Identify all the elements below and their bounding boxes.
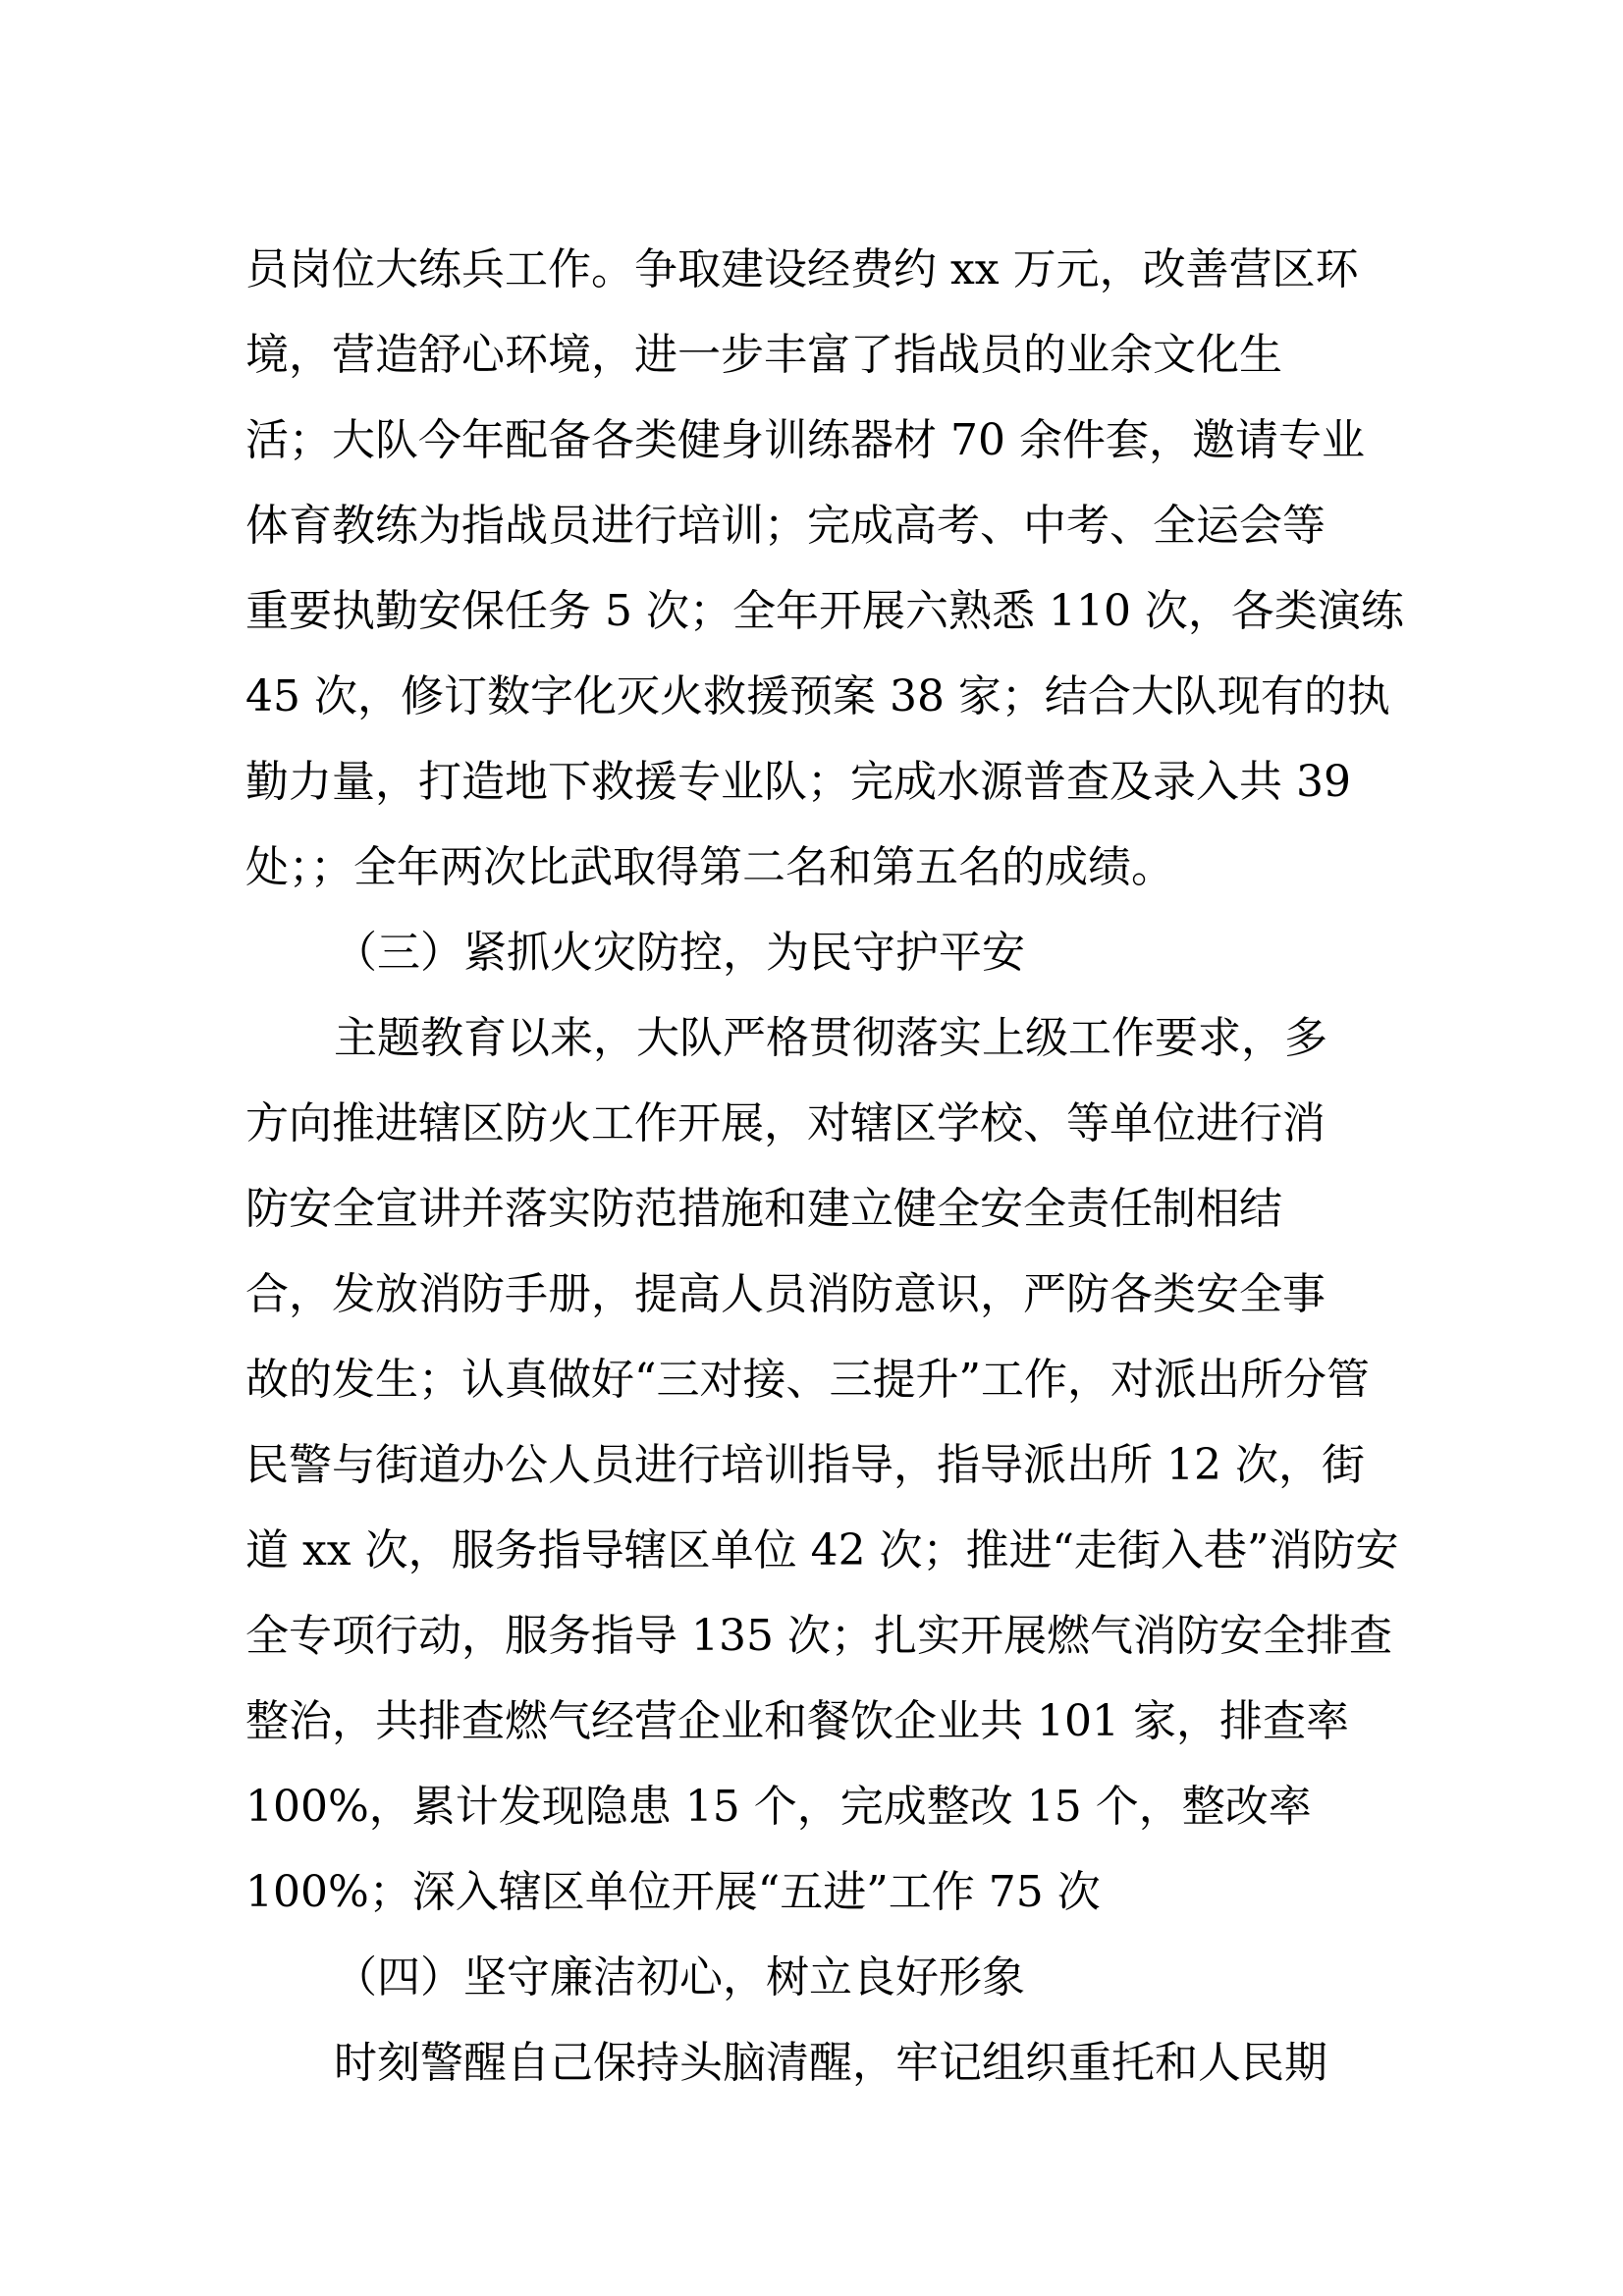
- text-line: 全专项行动，服务指导 135 次；扎实开展燃气消防安全排查: [245, 1611, 1392, 1661]
- text-line: 体育教练为指战员进行培训；完成高考、中考、全运会等: [245, 501, 1325, 551]
- text-line: 员岗位大练兵工作。争取建设经费约 xx 万元，改善营区环: [245, 244, 1359, 294]
- text-line: 民警与街道办公人员进行培训指导，指导派出所 12 次，街: [245, 1440, 1365, 1490]
- text-line: 防安全宣讲并落实防范措施和建立健全安全责任制相结: [245, 1184, 1282, 1234]
- text-line: 勤力量，打造地下救援专业队；完成水源普查及录入共 39: [245, 757, 1351, 807]
- text-line: 整治，共排查燃气经营企业和餐饮企业共 101 家，排查率: [245, 1696, 1349, 1746]
- text-line: 道 xx 次，服务指导辖区单位 42 次；推进“走街入巷”消防安: [245, 1525, 1399, 1575]
- text-line: 活；大队今年配备各类健身训练器材 70 余件套，邀请专业: [245, 415, 1365, 465]
- text-line: 合，发放消防手册，提高人员消防意识，严防各类安全事: [245, 1269, 1325, 1319]
- text-line: 100%；深入辖区单位开展“五进”工作 75 次: [245, 1867, 1101, 1917]
- text-line: 方向推进辖区防火工作开展，对辖区学校、等单位进行消: [245, 1098, 1325, 1148]
- paragraph-first-line: 主题教育以来，大队严格贯彻落实上级工作要求，多: [334, 1013, 1327, 1063]
- text-line: 100%，累计发现隐患 15 个，完成整改 15 个，整改率: [245, 1782, 1312, 1832]
- paragraph-first-line: 时刻警醒自己保持头脑清醒，牢记组织重托和人民期: [334, 2038, 1327, 2088]
- section-heading: （三）紧抓火灾防控，为民守护平安: [334, 928, 1025, 978]
- text-line: 45 次，修订数字化灭火救援预案 38 家；结合大队现有的执: [245, 671, 1390, 721]
- text-line: 处；；全年两次比武取得第二名和第五名的成绩。: [245, 842, 1174, 892]
- section-heading: （四）坚守廉洁初心，树立良好形象: [334, 1952, 1025, 2002]
- text-line: 境，营造舒心环境，进一步丰富了指战员的业余文化生: [245, 330, 1282, 380]
- text-line: 重要执勤安保任务 5 次；全年开展六熟悉 110 次，各类演练: [245, 586, 1404, 636]
- text-line: 故的发生；认真做好“三对接、三提升”工作，对派出所分管: [245, 1355, 1370, 1405]
